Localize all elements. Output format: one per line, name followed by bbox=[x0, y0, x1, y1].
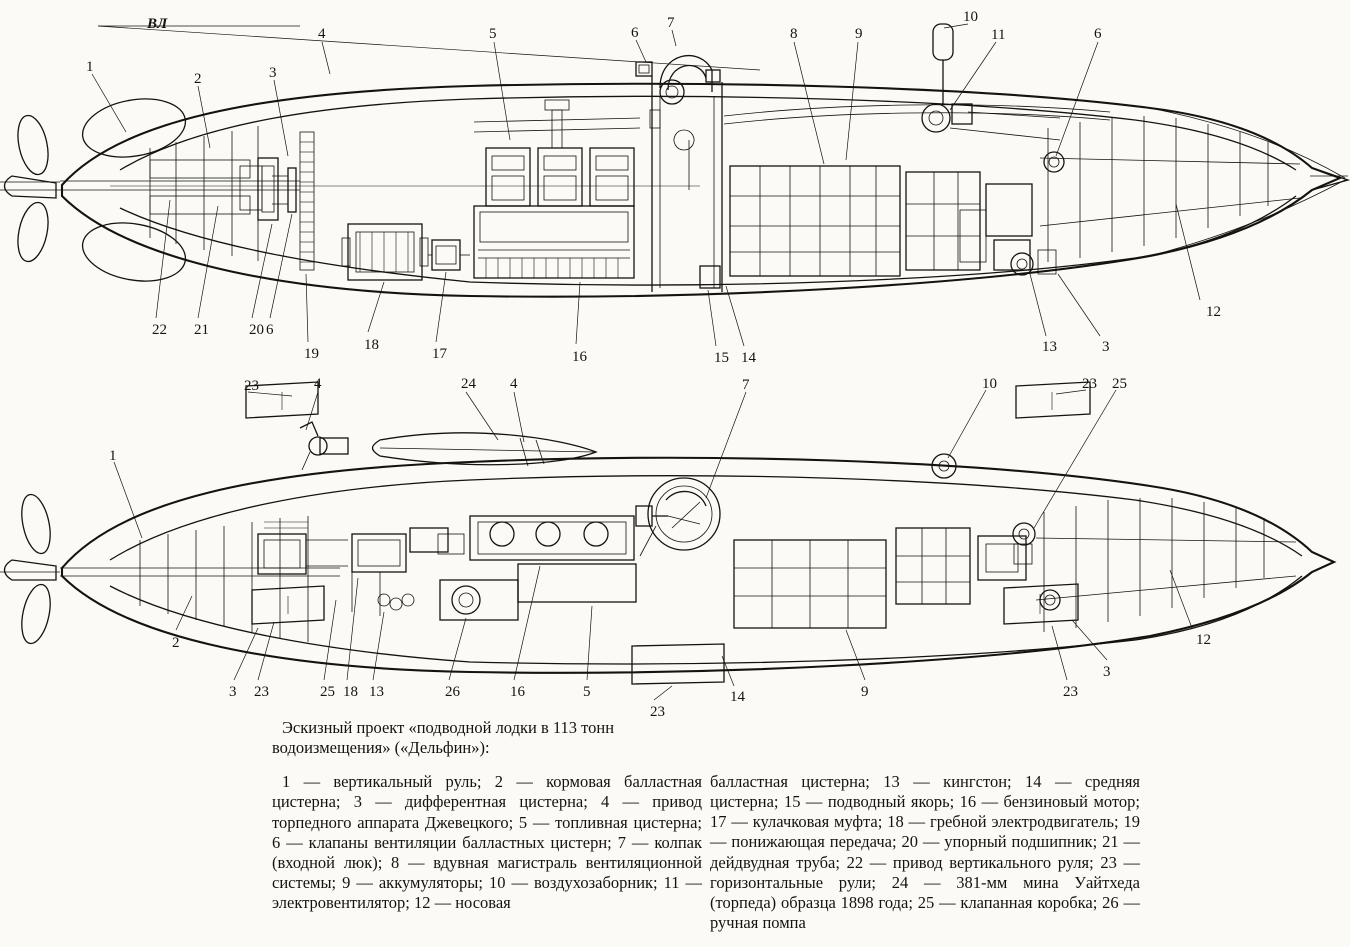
callout-number: 25 bbox=[1112, 376, 1127, 392]
callout-number: 13 bbox=[369, 684, 384, 700]
callout-number: 6 bbox=[631, 25, 639, 41]
callout-number: 24 bbox=[461, 376, 476, 392]
bow-frames-plan bbox=[1013, 498, 1296, 632]
caption-title bbox=[272, 718, 702, 758]
conning-tower-plan bbox=[636, 478, 720, 556]
callout-number: 1 bbox=[109, 448, 117, 464]
callout-number: 6 bbox=[1094, 26, 1102, 42]
accumulator-bank bbox=[730, 166, 1032, 276]
waterline-label: ВЛ bbox=[147, 16, 168, 32]
callout-number: 18 bbox=[364, 337, 379, 353]
callout-number: 13 bbox=[1042, 339, 1057, 355]
callout-number: 4 bbox=[318, 26, 326, 42]
callout-number: 4 bbox=[510, 376, 518, 392]
callout-number: 10 bbox=[982, 376, 997, 392]
whitehead-torpedo bbox=[300, 422, 596, 470]
top-side-elevation bbox=[0, 24, 1348, 346]
callout-number: 1 bbox=[86, 59, 94, 75]
callout-number: 23 bbox=[1082, 376, 1097, 392]
callout-number: 3 bbox=[1102, 339, 1110, 355]
callout-number: 9 bbox=[855, 26, 863, 42]
callout-number: 11 bbox=[991, 27, 1006, 43]
stern-horizontal-planes bbox=[246, 382, 324, 624]
callout-number: 2 bbox=[172, 635, 180, 651]
callout-number: 6 bbox=[266, 322, 274, 338]
callout-number: 25 bbox=[320, 684, 335, 700]
callout-number: 23 bbox=[254, 684, 269, 700]
caption-title-line1: Эскизный проект «подводной лодки в 113 тонн bbox=[282, 718, 615, 737]
callout-number: 23 bbox=[650, 704, 665, 720]
callout-number: 2 bbox=[194, 71, 202, 87]
callout-number: 3 bbox=[269, 65, 277, 81]
figure-caption bbox=[272, 718, 1342, 943]
callout-number: 17 bbox=[432, 346, 447, 362]
callout-number: 3 bbox=[229, 684, 237, 700]
leader-lines-bottom bbox=[114, 390, 1192, 700]
caption-right-column bbox=[710, 718, 1140, 933]
waterline bbox=[98, 26, 1348, 176]
bottom-plan-view bbox=[0, 382, 1334, 700]
bow-horizontal-planes bbox=[1004, 382, 1090, 624]
callout-number: 8 bbox=[790, 26, 798, 42]
caption-left-column bbox=[272, 718, 702, 913]
callout-number: 10 bbox=[963, 9, 978, 25]
gasoline-motor bbox=[474, 100, 634, 278]
callout-number: 15 bbox=[714, 350, 729, 366]
callout-number: 22 bbox=[152, 322, 167, 338]
accumulator-bank-plan bbox=[734, 528, 1026, 628]
caption-title-line2: водоизмещения» («Дельфин»): bbox=[272, 738, 490, 758]
callout-number: 21 bbox=[194, 322, 209, 338]
callout-number: 16 bbox=[510, 684, 525, 700]
callout-number: 14 bbox=[741, 350, 756, 366]
cam-clutch bbox=[428, 240, 470, 270]
callout-number: 23 bbox=[1063, 684, 1078, 700]
callout-number: 5 bbox=[489, 26, 497, 42]
bow-frames bbox=[1011, 116, 1300, 275]
callout-number: 16 bbox=[572, 349, 587, 365]
stern-frames-plan bbox=[140, 516, 308, 642]
caption-legend-left: 1 — вертикальный руль; 2 — кормовая балластная цистерна; 3 — дифферентная цистерна; 4 — привод торпедного аппарата Джевецкого; 5 — топливная цистерна; 6 — клапаны вентиляции балластных цистерн; 7 — колпак (входной люк); 8 — вдувная магистраль вентиляционной системы; 9 — аккумуляторы; 10 — воздухозаборник; 11 — электровентилятор; 12 — носовая bbox=[272, 772, 702, 912]
callout-number: 7 bbox=[742, 377, 750, 393]
callout-number: 23 bbox=[244, 378, 259, 394]
callout-number: 5 bbox=[583, 684, 591, 700]
callout-number: 19 bbox=[304, 346, 319, 362]
callout-number: 20 bbox=[249, 322, 264, 338]
electric-motor bbox=[342, 224, 428, 280]
caption-legend-right: балластная цистерна; 13 — кингстон; 14 — средняя цистерна; 15 — подводный якорь; 16 — бензиновый мотор; 17 — кулачковая муфта; 18 — гребной электродвигатель; 19 — понижающая передача; 20 — упорный подшипник; 21 — дейдвудная труба; 22 — привод вертикального руля; 23 — горизонтальные рули; 24 — 381-мм мина Уайтхеда (торпеда) образца 1898 года; 25 — клапанная коробка; 26 — ручная помпа bbox=[710, 772, 1140, 932]
callout-number: 7 bbox=[667, 15, 675, 31]
callout-number: 4 bbox=[314, 376, 322, 392]
callout-number: 9 bbox=[861, 684, 869, 700]
stern-propeller bbox=[0, 113, 60, 265]
callout-number: 14 bbox=[730, 689, 745, 705]
callout-number: 26 bbox=[445, 684, 460, 700]
conning-tower bbox=[636, 56, 722, 292]
callout-number: 3 bbox=[1103, 664, 1111, 680]
callout-number: 18 bbox=[343, 684, 358, 700]
callout-number: 12 bbox=[1196, 632, 1211, 648]
callout-number: 12 bbox=[1206, 304, 1221, 320]
stern-propeller-plan bbox=[0, 492, 60, 646]
